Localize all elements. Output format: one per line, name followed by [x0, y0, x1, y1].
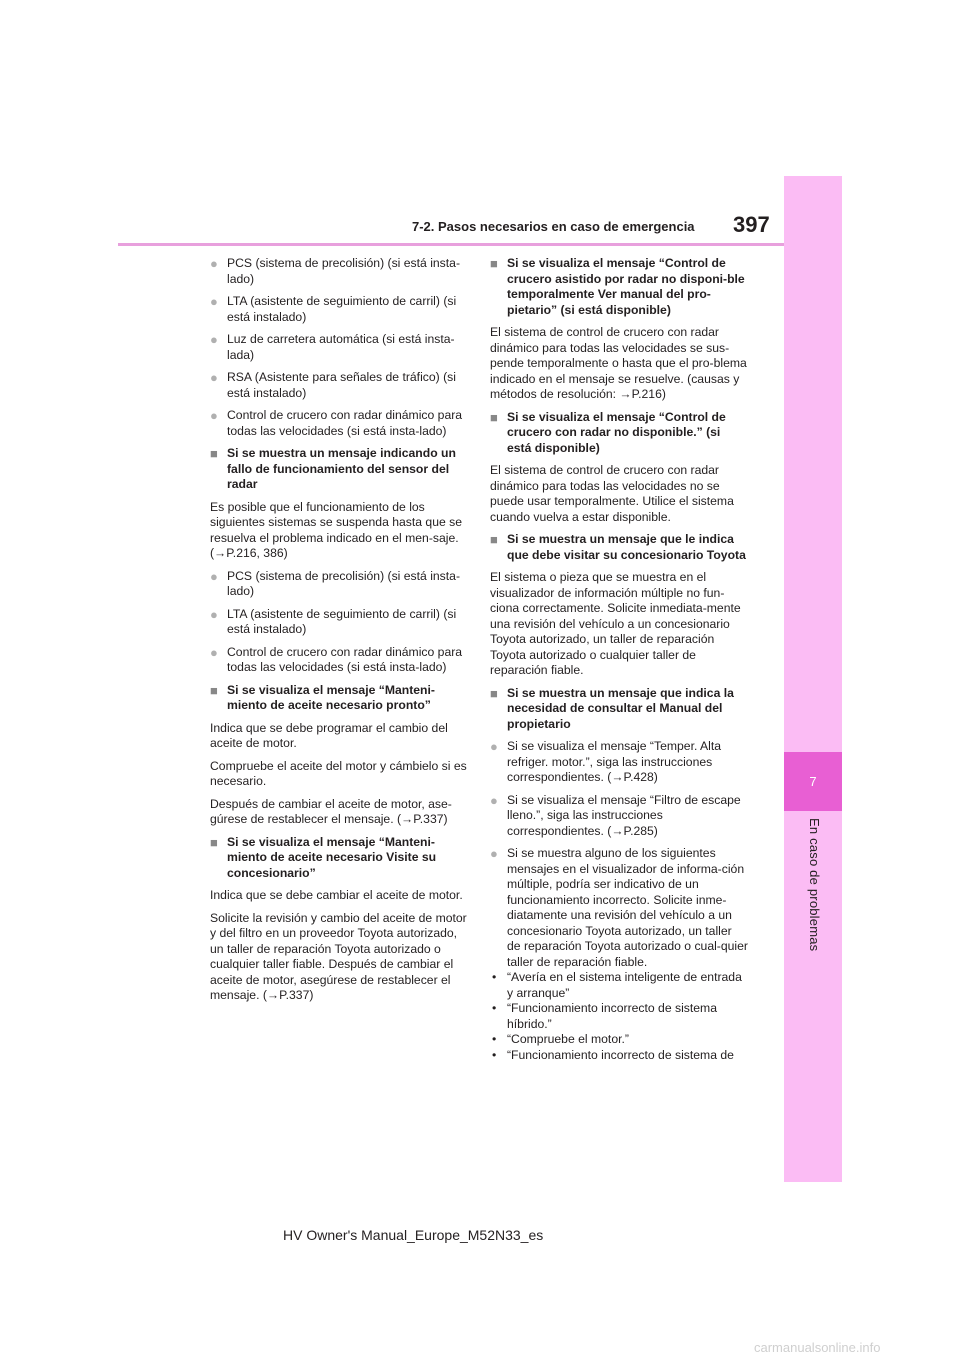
section-heading	[210, 835, 468, 882]
paragraph: El sistema de control de crucero con radar dinámico para todas las velocidades se sus-pende temporalmente o hasta que el pro-blema indicado en el mensaje se resuelve. (causas y métodos de resolución: →P.216)	[490, 325, 747, 401]
paragraph: Solicite la revisión y cambio del aceite de motor y del filtro en un proveedor Toyota autorizado, un taller de reparación Toyota autorizado o cualquier taller fiable. Después de cambiar el aceite de motor, asegúrese de restablecer el mensaje. (→P.337)	[210, 910, 467, 1002]
bullet-item	[210, 569, 468, 600]
bullet-icon: ●	[210, 370, 218, 385]
bullet-text: PCS (sistema de precolisión) (si está insta-lado)	[227, 256, 460, 286]
bullet-icon: ●	[490, 792, 498, 808]
bullet-item	[210, 645, 468, 676]
heading-text: Si se muestra un mensaje indicando un fallo de funcionamiento del sensor del radar	[227, 446, 456, 491]
bullet-item	[210, 607, 468, 638]
bullet-item	[210, 256, 468, 287]
list-item	[490, 970, 748, 1001]
square-icon: ■	[210, 446, 218, 461]
bullet-text: Si se muestra alguno de los siguientes mensajes en el visualizador de informa-ción múltiple, podría ser indicativo de un funcionamiento incorrecto. Solicite inme-diatamente una revisión del vehículo a un concesionario Toyota autorizado, un taller de reparación Toyota autorizado o cual-quier taller de reparación fiable.	[507, 846, 748, 969]
heading-text: Si se visualiza el mensaje “Control de crucero con radar no disponible.” (si está disponible)	[507, 409, 726, 455]
left-column	[210, 256, 468, 1011]
bullet-text: Control de crucero con radar dinámico para todas las velocidades (si está insta-lado)	[227, 408, 463, 438]
chapter-number: 7	[809, 774, 817, 789]
dash-icon: •	[492, 970, 497, 984]
bullet-icon: ●	[490, 846, 498, 861]
manual-footer: HV Owner's Manual_Europe_M52N33_es	[283, 1227, 544, 1243]
bullet-icon: ●	[210, 644, 218, 660]
watermark: carmanualsonline.info	[754, 1340, 881, 1355]
chapter-number-tab[interactable]	[784, 752, 842, 811]
heading-text: Si se visualiza el mensaje “Manteni-miento de aceite necesario pronto”	[227, 682, 435, 712]
bullet-item	[210, 294, 468, 325]
dash-icon: •	[492, 1001, 497, 1015]
bullet-item	[210, 332, 468, 363]
heading-text: Si se visualiza el mensaje “Control de crucero asistido por radar no disponi-ble temporalmente Ver manual del pro-pietario” (si está disponible)	[507, 256, 745, 317]
section-title: 7-2. Pasos necesarios en caso de emergencia	[412, 219, 695, 234]
section-heading	[490, 410, 748, 457]
section-heading	[210, 446, 468, 493]
paragraph: Es posible que el funcionamiento de los siguientes sistemas se suspenda hasta que se resuelva el problema indicado en el men-saje. (→P.216, 386)	[210, 499, 463, 560]
bullet-text: Si se visualiza el mensaje “Temper. Alta refriger. motor.”, siga las instrucciones correspondientes. (→P.428)	[507, 739, 722, 784]
dash-icon: •	[492, 1032, 497, 1046]
chapter-title: En caso de problemas	[807, 818, 822, 952]
paragraph: Indica que se debe cambiar el aceite de motor.	[210, 888, 463, 902]
paragraph: El sistema de control de crucero con radar dinámico para todas las velocidades no se puede usar temporalmente. Utilice el sistema cuando vuelva a estar disponible.	[490, 463, 734, 524]
bullet-text: PCS (sistema de precolisión) (si está insta-lado)	[227, 568, 460, 598]
list-item-text: “Avería en el sistema inteligente de entrada y arranque”	[507, 970, 742, 1000]
list-item-text: “Funcionamiento incorrecto de sistema híbrido.”	[507, 1001, 717, 1031]
paragraph: El sistema o pieza que se muestra en el visualizador de información múltiple no fun-ciona correctamente. Solicite inmediata-mente una revisión del vehículo a un concesionario Toyota autorizado, un taller de reparación Toyota autorizado o cualquier taller de reparación fiable.	[490, 570, 741, 677]
bullet-text: LTA (asistente de seguimiento de carril) (si está instalado)	[227, 294, 457, 324]
dash-icon: •	[492, 1047, 497, 1062]
bullet-text: Control de crucero con radar dinámico para todas las velocidades (si está insta-lado)	[227, 644, 463, 674]
bullet-icon: ●	[210, 256, 218, 271]
heading-text: Si se visualiza el mensaje “Manteni-miento de aceite necesario Visite su concesionario”	[227, 834, 437, 880]
section-heading	[490, 256, 748, 318]
chapter-sidebar	[784, 176, 842, 1182]
list-item	[490, 1001, 748, 1032]
square-icon: ■	[210, 682, 218, 698]
list-item	[490, 1032, 748, 1048]
bullet-icon: ●	[210, 568, 218, 584]
bullet-icon: ●	[210, 606, 218, 622]
section-heading	[490, 686, 748, 733]
bullet-text: Si se visualiza el mensaje “Filtro de escape lleno.”, siga las instrucciones correspondientes. (→P.285)	[507, 792, 741, 838]
bullet-item	[210, 408, 468, 439]
paragraph: Indica que se debe programar el cambio del aceite de motor.	[210, 720, 448, 750]
square-icon: ■	[210, 834, 218, 850]
page-number: 397	[733, 212, 770, 237]
bullet-item	[490, 793, 748, 840]
section-heading	[210, 683, 468, 714]
bullet-icon: ●	[210, 408, 218, 423]
bullet-item	[490, 846, 748, 970]
message-list	[490, 970, 748, 1063]
paragraph: Compruebe el aceite del motor y cámbielo si es necesario.	[210, 758, 467, 788]
list-item-text: “Funcionamiento incorrecto de sistema de	[507, 1047, 734, 1062]
heading-text: Si se muestra un mensaje que indica la necesidad de consultar el Manual del propietario	[507, 685, 734, 731]
square-icon: ■	[490, 409, 498, 425]
paragraph: Después de cambiar el aceite de motor, ase-gúrese de restablecer el mensaje. (→P.337)	[210, 796, 452, 826]
bullet-text: Luz de carretera automática (si está insta-lada)	[227, 332, 455, 362]
header-divider	[118, 243, 784, 246]
list-item-text: “Compruebe el motor.”	[507, 1032, 629, 1046]
bullet-item	[490, 739, 748, 786]
section-heading	[490, 532, 748, 563]
square-icon: ■	[490, 532, 498, 547]
bullet-icon: ●	[490, 739, 498, 754]
bullet-text: LTA (asistente de seguimiento de carril) (si está instalado)	[227, 606, 457, 636]
right-column	[490, 256, 748, 1070]
square-icon: ■	[490, 256, 498, 271]
bullet-icon: ●	[210, 294, 218, 309]
bullet-icon: ●	[210, 332, 218, 347]
square-icon: ■	[490, 685, 498, 701]
bullet-text: RSA (Asistente para señales de tráfico) (si está instalado)	[227, 370, 456, 400]
heading-text: Si se muestra un mensaje que le indica que debe visitar su concesionario Toyota	[507, 532, 746, 562]
bullet-item	[210, 370, 468, 401]
list-item	[490, 1048, 748, 1064]
